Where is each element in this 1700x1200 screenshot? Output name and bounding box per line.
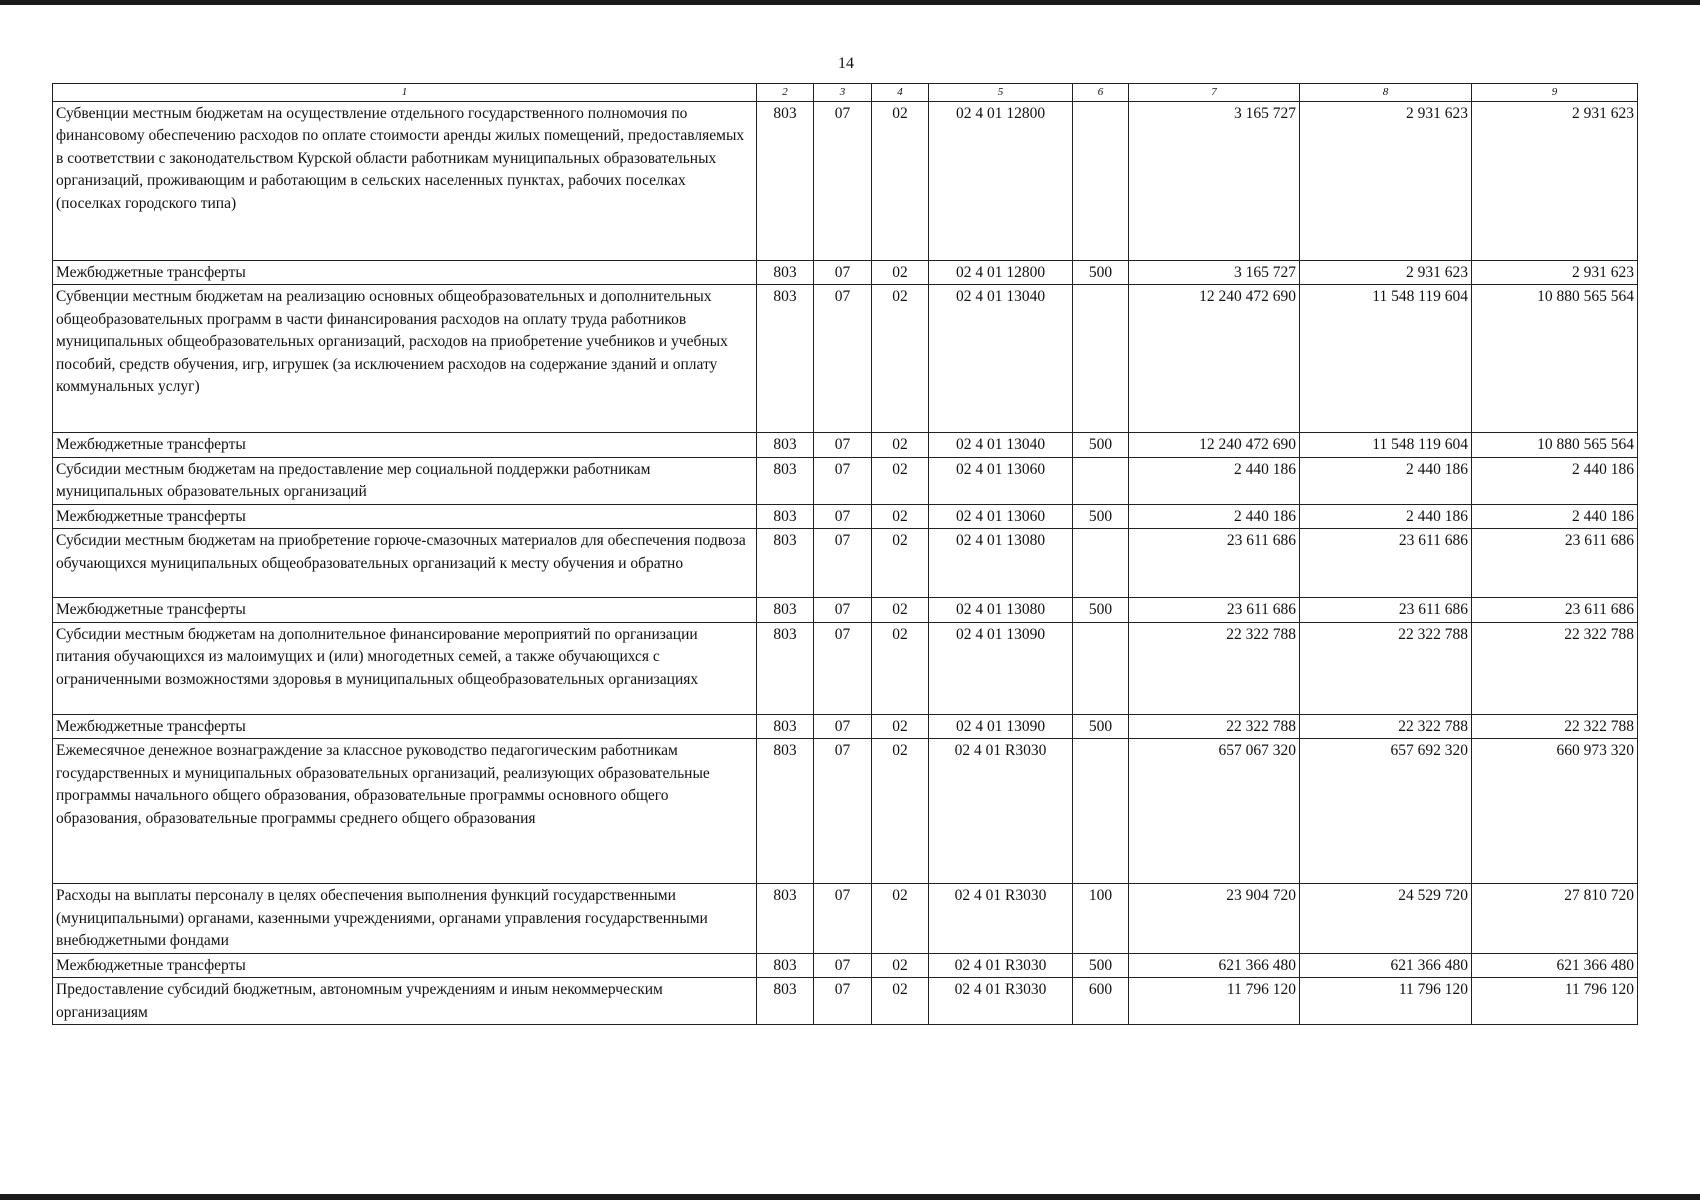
amount-column-9: 2 440 186 [1472,457,1638,504]
row-description: Субсидии местным бюджетам на предоставление мер социальной поддержки работникам муниципальных образовательных организаций [53,457,757,504]
amount-column-9: 22 322 788 [1472,622,1638,714]
ministry-code: 803 [757,102,814,261]
expense-type-code [1073,529,1129,598]
expense-type-code: 500 [1073,433,1129,457]
amount-column-9: 22 322 788 [1472,714,1638,738]
amount-column-9: 660 973 320 [1472,739,1638,884]
row-description: Межбюджетные трансферты [53,504,757,528]
table-row [53,953,1638,977]
amount-column-7: 2 440 186 [1129,504,1300,528]
expense-type-code: 500 [1073,504,1129,528]
subsection-code: 02 [872,457,929,504]
amount-column-8: 22 322 788 [1300,714,1472,738]
table-row [53,261,1638,285]
amount-column-7: 23 611 686 [1129,598,1300,622]
target-article-code: 02 4 01 R3030 [929,953,1073,977]
section-code: 07 [814,457,872,504]
target-article-code: 02 4 01 R3030 [929,739,1073,884]
column-number: 6 [1073,84,1129,102]
page-number: 14 [838,55,854,72]
ministry-code: 803 [757,457,814,504]
row-description: Субвенции местным бюджетам на осуществление отдельного государственного полномочия по финансовому обеспечению расходов по оплате стоимости аренды жилых помещений, предоставляемых в соответствии с законодательством Курской области работникам муниципальных образовательных организаций, проживающим и работающим в сельских населенных пунктах, рабочих поселках (поселках городского типа) [53,102,757,261]
section-code: 07 [814,102,872,261]
table-row [53,504,1638,528]
table-row [53,714,1638,738]
row-description: Субсидии местным бюджетам на приобретение горюче-смазочных материалов для обеспечения подвоза обучающихся муниципальных общеобразовательных организаций к месту обучения и обратно [53,529,757,598]
amount-column-7: 2 440 186 [1129,457,1300,504]
subsection-code: 02 [872,739,929,884]
expense-type-code: 500 [1073,598,1129,622]
column-number-row [53,84,1638,102]
section-code: 07 [814,739,872,884]
amount-column-9: 621 366 480 [1472,953,1638,977]
amount-column-8: 11 548 119 604 [1300,433,1472,457]
target-article-code: 02 4 01 13090 [929,622,1073,714]
table-row [53,622,1638,714]
target-article-code: 02 4 01 12800 [929,261,1073,285]
ministry-code: 803 [757,714,814,738]
target-article-code: 02 4 01 13080 [929,529,1073,598]
amount-column-9: 2 931 623 [1472,261,1638,285]
amount-column-8: 657 692 320 [1300,739,1472,884]
amount-column-8: 24 529 720 [1300,884,1472,953]
subsection-code: 02 [872,504,929,528]
amount-column-9: 2 440 186 [1472,504,1638,528]
subsection-code: 02 [872,529,929,598]
table-row [53,433,1638,457]
column-number: 2 [757,84,814,102]
amount-column-8: 11 796 120 [1300,978,1472,1025]
target-article-code: 02 4 01 13080 [929,598,1073,622]
subsection-code: 02 [872,285,929,433]
section-code: 07 [814,978,872,1025]
target-article-code: 02 4 01 13090 [929,714,1073,738]
expense-type-code: 100 [1073,884,1129,953]
subsection-code: 02 [872,261,929,285]
section-code: 07 [814,884,872,953]
amount-column-8: 2 931 623 [1300,102,1472,261]
column-number: 3 [814,84,872,102]
row-description: Предоставление субсидий бюджетным, автономным учреждениям и иным некоммерческим организациям [53,978,757,1025]
ministry-code: 803 [757,622,814,714]
amount-column-9: 23 611 686 [1472,529,1638,598]
column-number: 8 [1300,84,1472,102]
table-row [53,739,1638,884]
amount-column-9: 11 796 120 [1472,978,1638,1025]
target-article-code: 02 4 01 13040 [929,285,1073,433]
expense-type-code: 500 [1073,953,1129,977]
subsection-code: 02 [872,953,929,977]
table-row [53,285,1638,433]
amount-column-7: 11 796 120 [1129,978,1300,1025]
row-description: Межбюджетные трансферты [53,433,757,457]
scan-border-top [0,0,1700,5]
ministry-code: 803 [757,261,814,285]
ministry-code: 803 [757,504,814,528]
subsection-code: 02 [872,433,929,457]
target-article-code: 02 4 01 R3030 [929,978,1073,1025]
section-code: 07 [814,598,872,622]
amount-column-8: 2 440 186 [1300,457,1472,504]
subsection-code: 02 [872,978,929,1025]
expense-type-code: 500 [1073,261,1129,285]
amount-column-9: 10 880 565 564 [1472,285,1638,433]
target-article-code: 02 4 01 13060 [929,504,1073,528]
row-description: Расходы на выплаты персоналу в целях обеспечения выполнения функций государственными (муниципальными) органами, казенными учреждениями, органами управления государственными внебюджетными фондами [53,884,757,953]
row-description: Субсидии местным бюджетам на дополнительное финансирование мероприятий по организации питания обучающихся из малоимущих и (или) многодетных семей, а также обучающихся с ограниченными возможностями здоровья в муниципальных общеобразовательных организациях [53,622,757,714]
amount-column-8: 23 611 686 [1300,598,1472,622]
amount-column-9: 2 931 623 [1472,102,1638,261]
expense-type-code [1073,457,1129,504]
amount-column-7: 22 322 788 [1129,622,1300,714]
subsection-code: 02 [872,598,929,622]
expense-type-code [1073,102,1129,261]
row-description: Субвенции местным бюджетам на реализацию основных общеобразовательных и дополнительных общеобразовательных программ в части финансирования расходов на оплату труда работников муниципальных общеобразовательных организаций, расходов на приобретение учебников и учебных пособий, средств обучения, игр, игрушек (за исключением расходов на содержание зданий и оплату коммунальных услуг) [53,285,757,433]
amount-column-7: 23 904 720 [1129,884,1300,953]
scan-border-bottom [0,1194,1700,1200]
target-article-code: 02 4 01 13060 [929,457,1073,504]
budget-table [52,83,1638,1025]
table-row [53,529,1638,598]
table-row [53,884,1638,953]
row-description: Межбюджетные трансферты [53,714,757,738]
ministry-code: 803 [757,598,814,622]
expense-type-code [1073,739,1129,884]
subsection-code: 02 [872,884,929,953]
row-description: Межбюджетные трансферты [53,953,757,977]
target-article-code: 02 4 01 12800 [929,102,1073,261]
section-code: 07 [814,285,872,433]
row-description: Межбюджетные трансферты [53,598,757,622]
subsection-code: 02 [872,102,929,261]
column-number: 4 [872,84,929,102]
amount-column-9: 23 611 686 [1472,598,1638,622]
ministry-code: 803 [757,978,814,1025]
amount-column-8: 23 611 686 [1300,529,1472,598]
section-code: 07 [814,622,872,714]
table-row [53,457,1638,504]
amount-column-7: 657 067 320 [1129,739,1300,884]
amount-column-7: 3 165 727 [1129,261,1300,285]
expense-type-code: 600 [1073,978,1129,1025]
amount-column-7: 3 165 727 [1129,102,1300,261]
amount-column-7: 23 611 686 [1129,529,1300,598]
table-row [53,102,1638,261]
amount-column-8: 2 931 623 [1300,261,1472,285]
section-code: 07 [814,714,872,738]
table-row [53,598,1638,622]
expense-type-code [1073,622,1129,714]
amount-column-8: 22 322 788 [1300,622,1472,714]
subsection-code: 02 [872,714,929,738]
section-code: 07 [814,504,872,528]
amount-column-8: 2 440 186 [1300,504,1472,528]
expense-type-code [1073,285,1129,433]
section-code: 07 [814,529,872,598]
column-number: 9 [1472,84,1638,102]
section-code: 07 [814,433,872,457]
section-code: 07 [814,261,872,285]
ministry-code: 803 [757,433,814,457]
amount-column-9: 27 810 720 [1472,884,1638,953]
amount-column-7: 22 322 788 [1129,714,1300,738]
table-row [53,978,1638,1025]
row-description: Межбюджетные трансферты [53,261,757,285]
row-description: Ежемесячное денежное вознаграждение за классное руководство педагогическим работникам государственных и муниципальных образовательных организаций, реализующих образовательные программы начального общего образования, образовательные программы основного общего образования, образовательные программы среднего общего образования [53,739,757,884]
ministry-code: 803 [757,884,814,953]
ministry-code: 803 [757,739,814,884]
target-article-code: 02 4 01 R3030 [929,884,1073,953]
column-number: 7 [1129,84,1300,102]
amount-column-8: 11 548 119 604 [1300,285,1472,433]
amount-column-9: 10 880 565 564 [1472,433,1638,457]
amount-column-7: 12 240 472 690 [1129,433,1300,457]
amount-column-7: 12 240 472 690 [1129,285,1300,433]
target-article-code: 02 4 01 13040 [929,433,1073,457]
ministry-code: 803 [757,529,814,598]
expense-type-code: 500 [1073,714,1129,738]
ministry-code: 803 [757,953,814,977]
amount-column-7: 621 366 480 [1129,953,1300,977]
subsection-code: 02 [872,622,929,714]
column-number: 5 [929,84,1073,102]
amount-column-8: 621 366 480 [1300,953,1472,977]
column-number: 1 [53,84,757,102]
ministry-code: 803 [757,285,814,433]
section-code: 07 [814,953,872,977]
